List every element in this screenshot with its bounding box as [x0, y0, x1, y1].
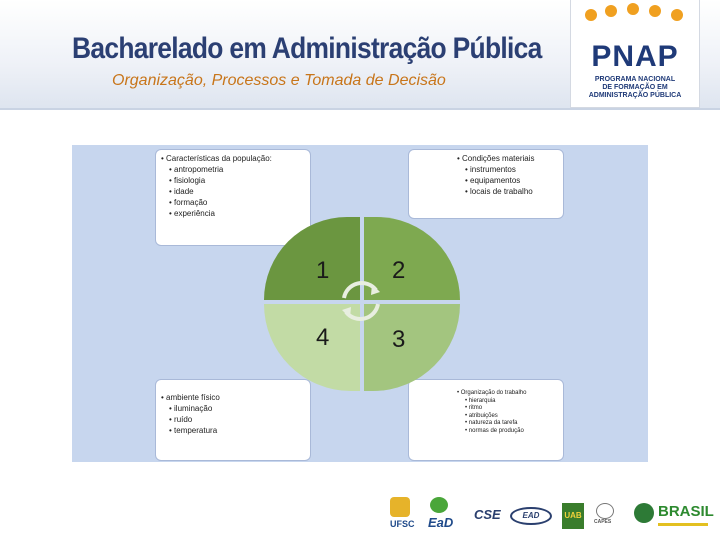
box-organization-head: • Organização do trabalho	[457, 390, 527, 396]
list-item: • fisiologia	[169, 176, 206, 185]
quadrant-3-label: 3	[392, 326, 406, 353]
quadrant-1-label: 1	[316, 257, 330, 284]
box-environment-head: • ambiente físico	[161, 393, 220, 402]
list-item: • locais de trabalho	[465, 187, 533, 196]
brasil-flag-icon	[634, 503, 654, 523]
pnap-line-1: PROGRAMA NACIONAL	[594, 76, 676, 83]
list-item: • experiência	[169, 209, 215, 218]
list-item: • hierarquia	[465, 397, 496, 404]
list-item: • instrumentos	[465, 165, 516, 174]
list-item: • antropometria	[169, 165, 224, 174]
quadrant-2-label: 2	[392, 257, 406, 284]
list-item: • atribuições	[465, 412, 498, 419]
brasil-logo: BRASIL	[658, 503, 714, 520]
list-item: • temperatura	[169, 426, 218, 435]
list-item: • natureza da tarefa	[465, 420, 518, 426]
page-title: Bacharelado em Administração Pública	[72, 32, 542, 65]
ead-oval-logo: EAD	[510, 507, 552, 525]
list-item: • equipamentos	[465, 176, 521, 185]
ufsc-logo: UFSC	[390, 519, 415, 529]
quadrant-4-label: 4	[316, 324, 330, 351]
footer-logos	[390, 495, 714, 535]
box-material-head: • Condições materiais	[457, 154, 535, 163]
header-divider	[0, 108, 720, 110]
capes-emblem-icon	[596, 503, 614, 519]
ead-logo: EaD	[428, 515, 454, 530]
uab-logo: UAB	[562, 503, 584, 529]
ead-leaf-icon	[430, 497, 448, 513]
box-material-conditions	[408, 149, 564, 219]
box-work-organization	[408, 379, 564, 461]
pnap-line-3: ADMINISTRAÇÃO PÚBLICA	[588, 92, 682, 99]
people-icon	[571, 0, 699, 44]
list-item: • ritmo	[465, 405, 483, 411]
list-item: • normas de produção	[465, 427, 524, 434]
box-population-head: • Características da população:	[161, 154, 272, 163]
pnap-logo	[570, 0, 700, 108]
cse-logo: CSE	[474, 507, 501, 522]
box-physical-environment	[155, 379, 311, 461]
capes-logo: CAPES	[594, 519, 612, 525]
diagram-panel	[72, 145, 648, 462]
list-item: • formação	[169, 198, 208, 207]
list-item: • ruído	[169, 415, 193, 424]
box-population	[155, 149, 311, 246]
list-item: • iluminação	[169, 404, 213, 413]
ufsc-emblem-icon	[390, 497, 410, 517]
page-subtitle: Organização, Processos e Tomada de Decisão	[112, 72, 446, 89]
pnap-line-2: DE FORMAÇÃO EM	[602, 84, 668, 91]
list-item: • idade	[169, 187, 194, 196]
pnap-logo-text: PNAP	[591, 40, 679, 73]
brasil-underline	[658, 523, 708, 526]
cycle-arrows-icon	[336, 276, 386, 326]
